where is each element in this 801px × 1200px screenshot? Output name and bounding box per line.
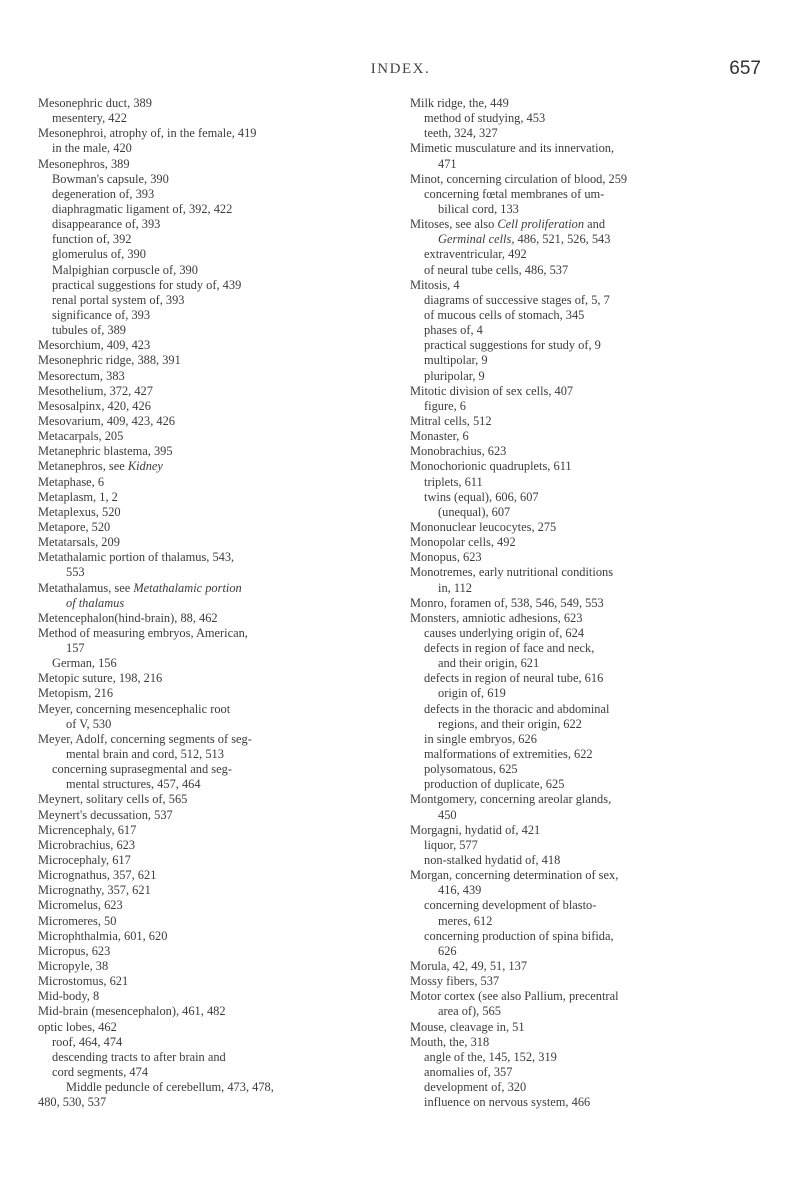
index-entry: 416, 439 (438, 883, 482, 898)
index-entry: Meyer, concerning mesencephalic root (38, 701, 231, 716)
index-entry: Metopism, 216 (38, 686, 114, 701)
index-entry: Meynert, solitary cells of, 565 (38, 792, 188, 807)
page-title: INDEX. (370, 61, 431, 77)
index-entry: of mucous cells of stomach, 345 (424, 307, 585, 322)
index-entry: Mesorchium, 409, 423 (38, 338, 151, 353)
index-entry: glomerulus of, 390 (52, 247, 146, 262)
index-entry: phases of, 4 (424, 323, 483, 338)
index-entry: Milk ridge, the, 449 (410, 96, 509, 110)
index-entry: Morgan, concerning determination of sex, (410, 868, 619, 883)
index-entry: mesentery, 422 (52, 111, 127, 126)
index-entry: of thalamus (66, 595, 125, 610)
index-entry: disappearance of, 393 (52, 217, 161, 232)
index-entry: origin of, 619 (438, 686, 506, 701)
index-entry: Mesonephric duct, 389 (38, 96, 152, 110)
index-entry: Metaphase, 6 (38, 474, 105, 489)
index-entry: production of duplicate, 625 (424, 777, 565, 792)
index-entry: Metapore, 520 (38, 519, 111, 534)
index-entry: Monro, foramen of, 538, 546, 549, 553 (410, 595, 604, 610)
index-entry: Micropus, 623 (38, 943, 111, 958)
index-entry: Metathalamus, see Metathalamic portion (38, 580, 242, 595)
index-entry: causes underlying origin of, 624 (424, 625, 585, 640)
index-entry: Micrognathus, 357, 621 (38, 868, 157, 883)
index-entry: practical suggestions for study of, 439 (52, 277, 242, 292)
index-entry: defects in region of face and neck, (424, 641, 595, 656)
index-entry: Meyer, Adolf, concerning segments of seg- (38, 731, 252, 746)
index-entry: Monopus, 623 (410, 550, 482, 565)
index-entry: Mid-brain (mesencephalon), 461, 482 (38, 1004, 226, 1019)
index-entry: Minot, concerning circulation of blood, 259 (410, 171, 628, 186)
index-entry: German, 156 (52, 656, 117, 671)
index-entry: Micrognathy, 357, 621 (38, 883, 151, 898)
index-entry: Morula, 42, 49, 51, 137 (410, 959, 528, 974)
index-entry: Mesovarium, 409, 423, 426 (38, 413, 175, 428)
index-entry: Microbrachius, 623 (38, 837, 136, 852)
index-entry: concerning suprasegmental and seg- (52, 762, 232, 777)
index-entry: method of studying, 453 (424, 111, 546, 126)
index-entry: concerning production of spina bifida, (424, 928, 614, 943)
index-entry: defects in the thoracic and abdominal (424, 701, 610, 716)
index-entry: Micropyle, 38 (38, 959, 109, 974)
index-entry: 157 (66, 641, 85, 656)
index-entry: multipolar, 9 (424, 353, 488, 368)
index-entry: descending tracts to after brain and (52, 1049, 226, 1064)
index-entry: bilical cord, 133 (438, 201, 519, 216)
index-entry: Mononuclear leucocytes, 275 (410, 519, 557, 534)
index-entry: in the male, 420 (52, 141, 132, 156)
index-entry: Mid-body, 8 (38, 989, 100, 1004)
index-entry: anomalies of, 357 (424, 1065, 513, 1079)
index-entry: Middle peduncle of cerebellum, 473, 478, (66, 1080, 274, 1095)
index-entry: 450 (438, 807, 457, 822)
index-entry: non-stalked hydatid of, 418 (424, 853, 561, 868)
index-entry: Monopolar cells, 492 (410, 535, 516, 550)
index-entry: area of), 565 (438, 1004, 501, 1019)
index-entry: angle of the, 145, 152, 319 (424, 1049, 557, 1064)
index-entry: Malpighian corpuscle of, 390 (52, 262, 198, 277)
index-entry: malformations of extremities, 622 (424, 747, 593, 762)
index-entry: defects in region of neural tube, 616 (424, 671, 604, 686)
index-entry: mental structures, 457, 464 (66, 777, 201, 792)
index-entry: Mesonephroi, atrophy of, in the female, 419 (38, 126, 257, 141)
index-column-right (410, 96, 770, 1110)
index-entry: of V, 530 (66, 716, 112, 731)
index-entry: influence on nervous system, 466 (424, 1095, 591, 1110)
index-entry: triplets, 611 (424, 474, 483, 489)
index-entry: Mesorectum, 383 (38, 368, 125, 383)
index-entry: Monsters, amniotic adhesions, 623 (410, 610, 583, 625)
index-entry: mental brain and cord, 512, 513 (66, 747, 224, 762)
index-entry: development of, 320 (424, 1080, 527, 1095)
index-entry: Micromeres, 50 (38, 913, 117, 928)
index-entry: twins (equal), 606, 607 (424, 489, 539, 504)
index-entry: Metatarsals, 209 (38, 535, 120, 550)
index-entry: regions, and their origin, 622 (438, 716, 582, 731)
index-entry: 471 (438, 156, 457, 171)
index-entry: Germinal cells, 486, 521, 526, 543 (438, 232, 611, 247)
index-entry: Monaster, 6 (410, 429, 469, 444)
index-entry: significance of, 393 (52, 307, 151, 322)
index-entry: Mesonephros, 389 (38, 156, 130, 171)
index-entry: Mitoses, see also Cell proliferation and (410, 217, 606, 232)
index-entry: Mimetic musculature and its innervation, (410, 141, 615, 156)
page-number: 657 (729, 58, 761, 79)
index-entry: Metaplasm, 1, 2 (38, 489, 118, 504)
index-entry: Metanephros, see Kidney (38, 459, 163, 474)
index-entry: roof, 464, 474 (52, 1034, 123, 1049)
index-entry: Mouse, cleavage in, 51 (410, 1019, 525, 1034)
index-entry: Monotremes, early nutritional conditions (410, 565, 614, 580)
index-entry: pluripolar, 9 (424, 368, 485, 383)
index-entry: 626 (438, 943, 457, 958)
index-entry: Monochorionic quadruplets, 611 (410, 459, 572, 474)
index-entry: and their origin, 621 (438, 656, 540, 671)
index-entry: Bowman's capsule, 390 (52, 171, 169, 186)
index-entry: Motor cortex (see also Pallium, precentral (410, 989, 619, 1004)
index-entry: optic lobes, 462 (38, 1019, 117, 1034)
index-entry: degeneration of, 393 (52, 186, 155, 201)
index-entry: concerning fœtal membranes of um- (424, 186, 605, 201)
index-entry: Mouth, the, 318 (410, 1034, 490, 1049)
index-entry: tubules of, 389 (52, 323, 126, 338)
index-entry: polysomatous, 625 (424, 762, 518, 777)
index-entry: Mesothelium, 372, 427 (38, 383, 153, 398)
index-column-left (38, 96, 383, 1110)
index-entry: extraventricular, 492 (424, 247, 527, 262)
index-entry: Metencephalon(hind-brain), 88, 462 (38, 610, 218, 625)
index-entry: teeth, 324, 327 (424, 126, 498, 141)
index-entry: in single embryos, 626 (424, 731, 537, 746)
index-entry: function of, 392 (52, 232, 132, 247)
index-entry: Mesonephric ridge, 388, 391 (38, 353, 181, 368)
index-entry: liquor, 577 (424, 837, 478, 852)
index-entry: Monobrachius, 623 (410, 444, 507, 459)
index-entry: Micromelus, 623 (38, 898, 123, 913)
index-entry: Meynert's decussation, 537 (38, 807, 173, 822)
index-entry: meres, 612 (438, 913, 493, 928)
index-entry: cord segments, 474 (52, 1065, 149, 1079)
index-entry: Microphthalmia, 601, 620 (38, 928, 168, 943)
index-entry: in, 112 (438, 580, 472, 595)
index-entry: Mossy fibers, 537 (410, 974, 500, 989)
index-entry: (unequal), 607 (438, 504, 511, 519)
index-entry: diaphragmatic ligament of, 392, 422 (52, 201, 233, 216)
index-entry: Mesosalpinx, 420, 426 (38, 398, 151, 413)
index-entry: diagrams of successive stages of, 5, 7 (424, 292, 610, 307)
index-entry: Mitosis, 4 (410, 277, 460, 292)
index-entry: Metathalamic portion of thalamus, 543, (38, 550, 235, 565)
index-entry: Microstomus, 621 (38, 974, 129, 989)
index-entry: Micrencephaly, 617 (38, 822, 137, 837)
index-entry: Microcephaly, 617 (38, 853, 131, 868)
index-entry: 553 (66, 565, 85, 580)
index-entry: practical suggestions for study of, 9 (424, 338, 601, 353)
index-entry: Mitotic division of sex cells, 407 (410, 383, 574, 398)
index-entry: Mitral cells, 512 (410, 413, 492, 428)
index-entry: Morgagni, hydatid of, 421 (410, 822, 541, 837)
index-entry: of neural tube cells, 486, 537 (424, 262, 569, 277)
index-entry: Metaplexus, 520 (38, 504, 121, 519)
index-entry: concerning development of blasto- (424, 898, 597, 913)
index-entry: Metanephric blastema, 395 (38, 444, 173, 459)
index-entry: figure, 6 (424, 398, 466, 413)
index-entry: Method of measuring embryos, American, (38, 625, 248, 640)
index-entry: 480, 530, 537 (38, 1095, 107, 1110)
index-entry: Montgomery, concerning areolar glands, (410, 792, 612, 807)
index-entry: Metacarpals, 205 (38, 429, 124, 444)
index-entry: renal portal system of, 393 (52, 292, 185, 307)
index-entry: Metopic suture, 198, 216 (38, 671, 163, 686)
